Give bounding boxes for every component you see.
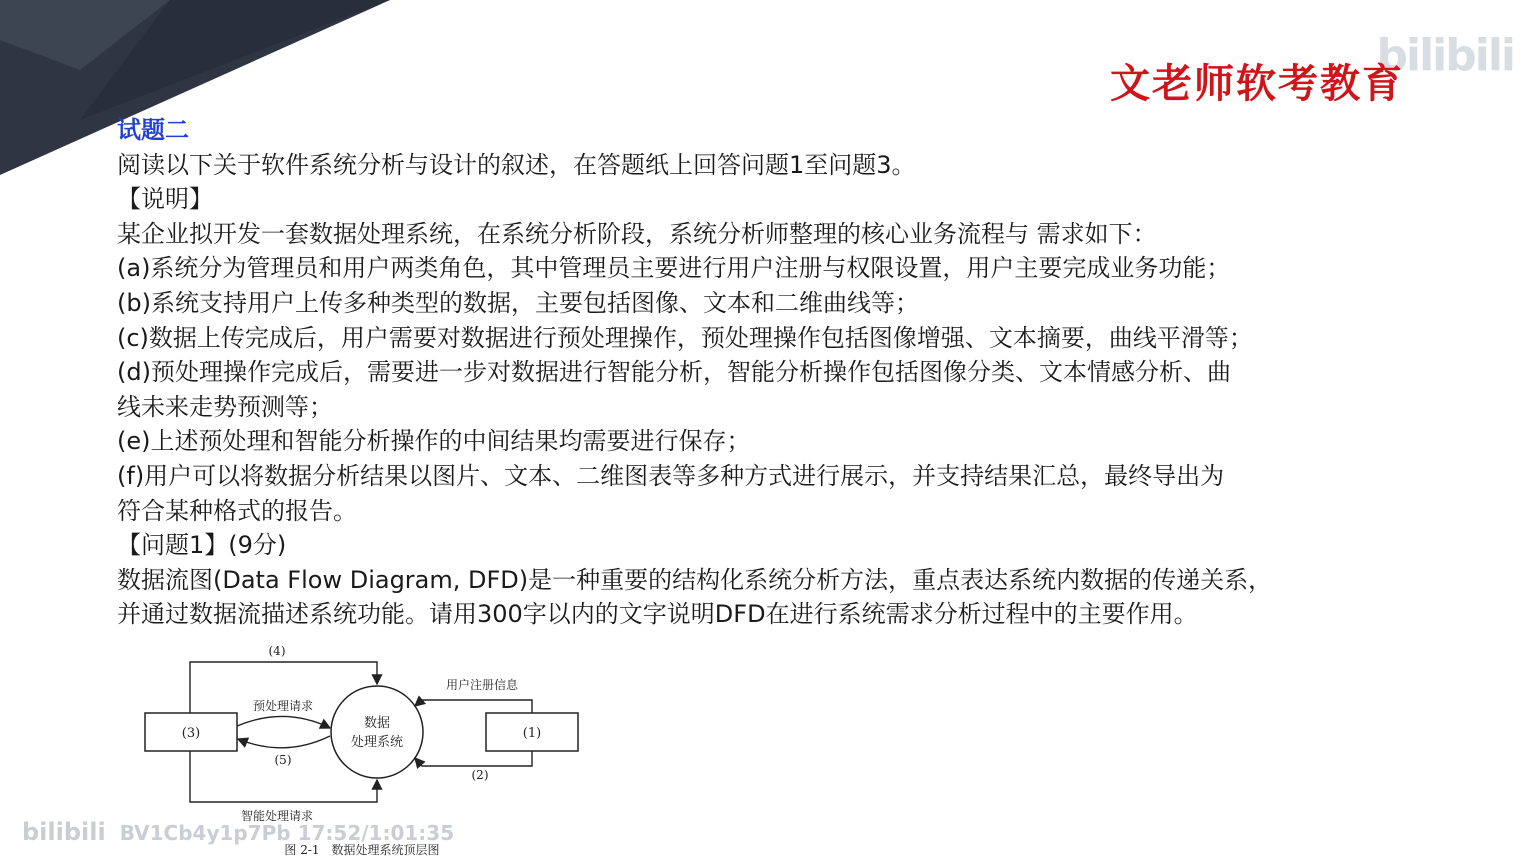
flow-register-line (415, 700, 532, 713)
flow-4-label: (4) (268, 644, 286, 658)
question-content (117, 113, 1497, 632)
flow-2-line (415, 751, 532, 766)
diagram-caption: 图 2-1 数据处理系统顶层图 (284, 843, 440, 857)
problem1-label: 【问题1】(9分) (117, 531, 287, 560)
flow-register-label: 用户注册信息 (445, 678, 519, 692)
problem1-text: 数据流图(Data Flow Diagram, DFD)是一种重要的结构化系统分析方法，重点表达系统内数据的传递关系， (117, 565, 1273, 594)
list-item: 线未来走势预测等； (117, 392, 333, 421)
question-title: 试题二 (117, 116, 189, 144)
process-circle (331, 686, 423, 778)
video-watermark (22, 818, 454, 846)
list-item: (a)系统分为管理员和用户两类角色，其中管理员主要进行用户注册与权限设置，用户主要完成业务功能； (117, 254, 1231, 283)
list-item: (e)上述预处理和智能分析操作的中间结果均需要进行保存； (117, 427, 751, 456)
flow-5-line (238, 736, 330, 748)
list-item: (d)预处理操作完成后，需要进一步对数据进行智能分析，智能分析操作包括图像分类、文本情感分析、曲 (117, 358, 1231, 387)
list-item: (f)用户可以将数据分析结果以图片、文本、二维图表等多种方式进行展示，并支持结果汇总，最终导出为 (117, 461, 1225, 490)
brand-title: 文老师软考教育 (1110, 60, 1404, 107)
bilibili-logo: bilibili (22, 818, 106, 846)
list-item: 符合某种格式的报告。 (117, 496, 357, 525)
entity-left-label: (3) (181, 726, 201, 741)
flow-2-label: (2) (471, 768, 489, 782)
description-text: 某企业拟开发一套数据处理系统，在系统分析阶段，系统分析师整理的核心业务流程与 需求如下： (117, 219, 1157, 248)
process-label-line1: 数据 (363, 716, 391, 731)
list-item: (b)系统支持用户上传多种类型的数据，主要包括图像、文本和二维曲线等； (117, 288, 919, 317)
process-label-line2: 处理系统 (350, 735, 404, 750)
problem1-text: 并通过数据流描述系统功能。请用300字以内的文字说明DFD在进行系统需求分析过程中的主要作用。 (117, 600, 1198, 629)
bilibili-watermark: bilibili (1376, 30, 1514, 81)
flow-preprocess-line (237, 716, 330, 728)
list-item: (c)数据上传完成后，用户需要对数据进行预处理操作，预处理操作包括图像增强、文本摘要，曲线平滑等； (117, 323, 1253, 352)
flow-5-label: (5) (274, 753, 292, 767)
description-label: 【说明】 (117, 185, 213, 214)
video-id-timestamp: BV1Cb4y1p7Pb 17:52/1:01:35 (119, 821, 455, 845)
question-intro: 阅读以下关于软件系统分析与设计的叙述，在答题纸上回答问题1至问题3。 (117, 150, 916, 179)
entity-right-label: (1) (522, 726, 542, 741)
flow-preprocess-label: 预处理请求 (252, 699, 314, 713)
flow-smart-label: 智能处理请求 (240, 809, 314, 823)
